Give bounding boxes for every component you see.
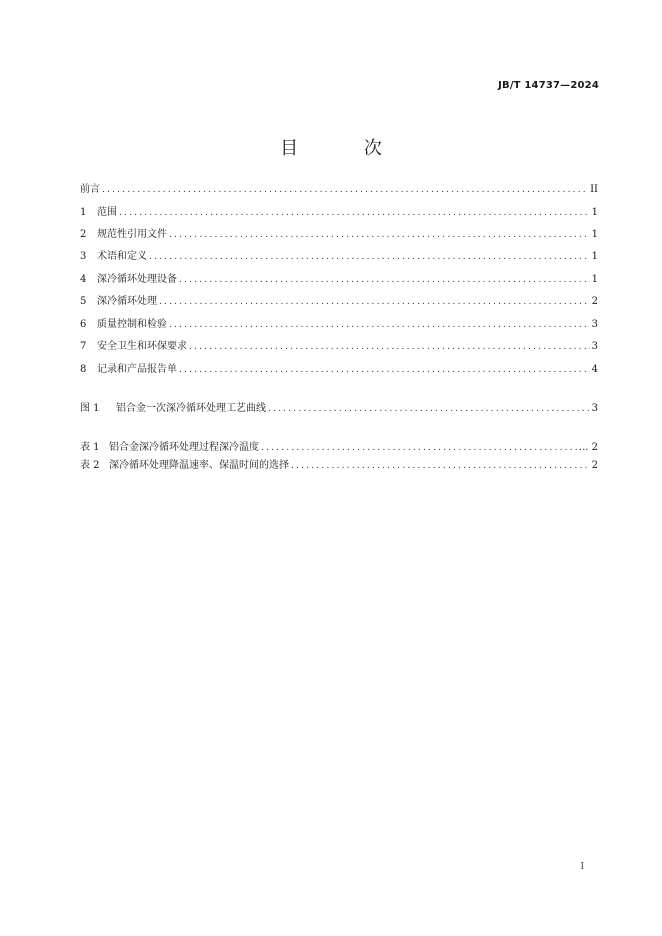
toc-section-number: 6 <box>80 319 87 330</box>
toc-entry-figure-1[interactable] <box>80 402 598 416</box>
toc-leader-dots <box>261 441 577 455</box>
toc-page-number: 1 <box>591 229 598 240</box>
toc-label: 铝合金深冷循环处理过程深冷温度 <box>109 442 259 453</box>
toc-page-number: 3 <box>591 319 598 330</box>
toc-leader-dots <box>149 250 590 264</box>
toc-entry-section-5[interactable] <box>80 295 598 309</box>
toc-label: 安全卫生和环保要求 <box>97 341 187 352</box>
toc-figure-number: 图 1 <box>80 403 100 414</box>
toc-entry-section-6[interactable] <box>80 318 598 332</box>
page-title: 目 次 <box>280 138 412 159</box>
toc-label: 记录和产品报告单 <box>97 364 177 375</box>
toc-page-number: 3 <box>591 341 598 352</box>
toc-page-number: ... 2 <box>578 442 598 453</box>
toc-leader-dots <box>119 206 590 220</box>
toc-label: 铝合金一次深冷循环处理工艺曲线 <box>116 403 266 414</box>
toc-section-number: 7 <box>80 341 87 352</box>
toc-label: 范围 <box>97 207 117 218</box>
toc-leader-dots <box>179 273 590 287</box>
toc-page-number: 1 <box>591 207 598 218</box>
toc-entry-table-1[interactable] <box>80 441 598 455</box>
toc-page-number: 1 <box>591 251 598 262</box>
toc-entry-section-3[interactable] <box>80 250 598 264</box>
toc-table-number: 表 1 <box>80 442 100 453</box>
toc-label: 深冷循环处理降温速率、保温时间的选择 <box>109 460 289 471</box>
toc-leader-dots <box>102 183 588 197</box>
toc-page-number: II <box>590 184 598 195</box>
toc-table-number: 表 2 <box>80 460 100 471</box>
page-number: I <box>580 862 584 872</box>
toc-label: 质量控制和检验 <box>97 319 167 330</box>
toc-section-number: 2 <box>80 229 87 240</box>
toc-label: 术语和定义 <box>97 251 147 262</box>
toc-leader-dots <box>268 402 590 416</box>
toc-entry-table-2[interactable] <box>80 459 598 473</box>
toc-leader-dots <box>189 340 590 354</box>
toc-leader-dots <box>291 459 590 473</box>
toc-entry-section-4[interactable] <box>80 273 598 287</box>
toc-entry-preface[interactable] <box>80 183 598 197</box>
toc-label: 深冷循环处理 <box>97 296 157 307</box>
toc-section-number: 8 <box>80 364 87 375</box>
toc-page-number: 3 <box>591 403 598 414</box>
toc-section-number: 3 <box>80 251 87 262</box>
toc-leader-dots <box>179 363 590 377</box>
toc-section-number: 4 <box>80 274 87 285</box>
toc-page-number: 1 <box>591 274 598 285</box>
toc-entry-section-7[interactable] <box>80 340 598 354</box>
toc-entry-section-2[interactable] <box>80 228 598 242</box>
toc-label: 前言 <box>80 184 100 195</box>
toc-entry-section-1[interactable] <box>80 206 598 220</box>
toc-page-number: 4 <box>591 364 598 375</box>
toc-leader-dots <box>169 318 590 332</box>
toc-entry-section-8[interactable] <box>80 363 598 377</box>
toc-label: 深冷循环处理设备 <box>97 274 177 285</box>
toc-page-number: 2 <box>591 296 598 307</box>
toc-section-number: 1 <box>80 207 87 218</box>
toc-leader-dots <box>169 228 590 242</box>
toc-page-number: 2 <box>591 460 598 471</box>
toc-leader-dots <box>159 295 590 309</box>
standard-code: JB/T 14737—2024 <box>498 80 599 91</box>
toc-label: 规范性引用文件 <box>97 229 167 240</box>
toc-section-number: 5 <box>80 296 87 307</box>
